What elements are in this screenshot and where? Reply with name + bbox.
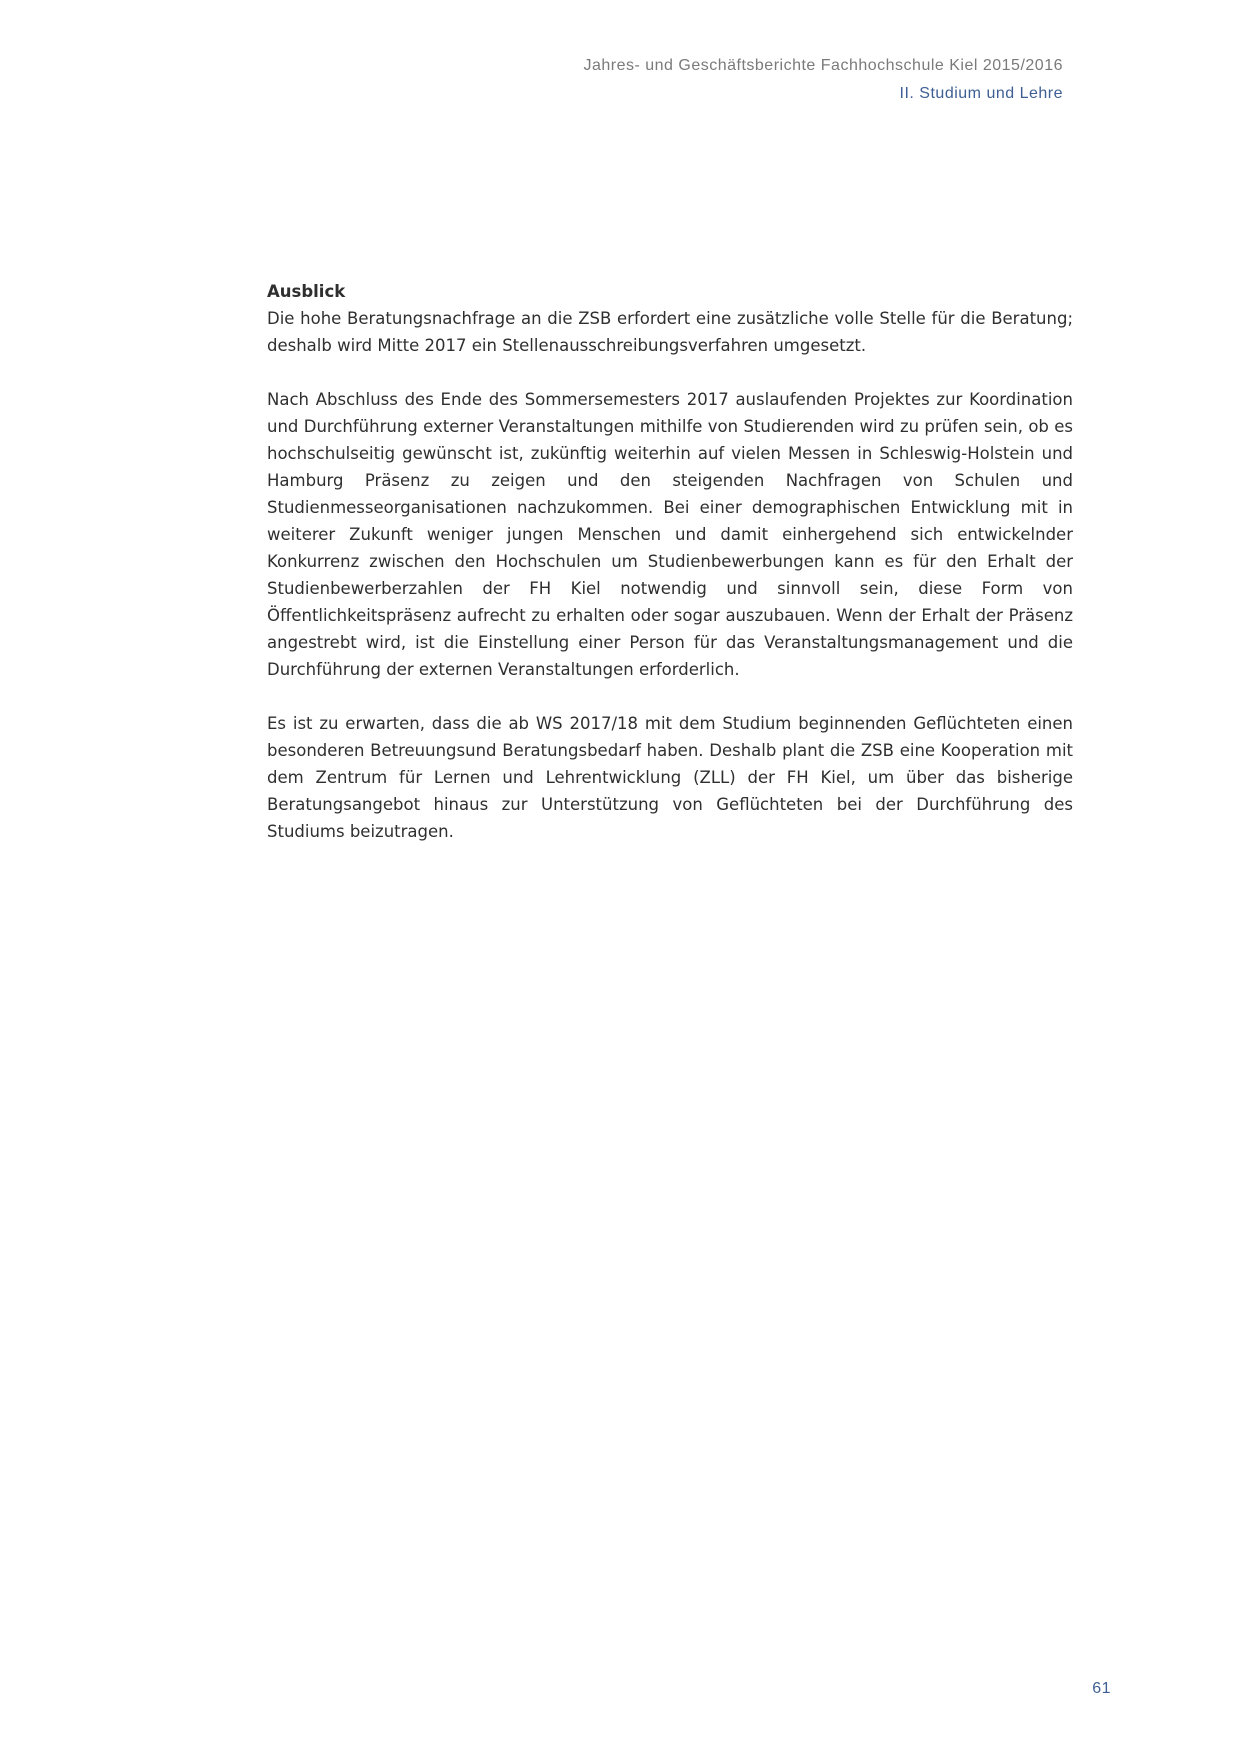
page-number: 61 [1092, 1680, 1111, 1697]
paragraph-refugees: Es ist zu erwarten, dass die ab WS 2017/18 mit dem Studium beginnenden Geflüchteten einen besonderen Betreuungsund Beratungsbedarf haben. Deshalb plant die ZSB eine Kooperation mit dem Zentrum für Lernen und Lehrentwicklung (ZLL) der FH Kiel, um über das bisherige Beratungsangebot hinaus zur Unterstützung von Geflüchteten bei der Durchführung des Studiums beizutragen. [267, 714, 1073, 841]
report-title: Jahres- und Geschäftsberichte Fachhochschule Kiel 2015/2016 [583, 57, 1063, 74]
main-content [267, 278, 1073, 872]
section-title: II. Studium und Lehre [899, 85, 1063, 102]
running-header [583, 52, 1063, 108]
paragraph-staffing: Die hohe Beratungsnachfrage an die ZSB erfordert eine zusätzliche volle Stelle für die Beratung; deshalb wird Mitte 2017 ein Stellenausschreibungsverfahren umgesetzt. [267, 309, 1073, 355]
section-heading: Ausblick [267, 282, 346, 301]
paragraph-events: Nach Abschluss des Ende des Sommersemesters 2017 auslaufenden Projektes zur Koordination und Durchführung externer Veranstaltungen mithilfe von Studierenden wird zu prüfen sein, ob es hochschulseitig gewünscht ist, zukünftig weiterhin auf vielen Messen in Schleswig-Holstein und Hamburg Präsenz zu zeigen und den steigenden Nachfragen von Schulen und Studienmesseorganisationen nachzukommen. Bei einer demographischen Entwicklung mit in weiterer Zukunft weniger jungen Menschen und damit einhergehend sich entwickelnder Konkurrenz zwischen den Hochschulen um Studienbewerbungen kann es für den Erhalt der Studienbewerberzahlen der FH Kiel notwendig und sinnvoll sein, diese Form von Öffentlichkeitspräsenz aufrecht zu erhalten oder sogar auszubauen. Wenn der Erhalt der Präsenz angestrebt wird, ist die Einstellung einer Person für das Veranstaltungsmanagement und die Durchführung der externen Veranstaltungen erforderlich. [267, 390, 1073, 679]
